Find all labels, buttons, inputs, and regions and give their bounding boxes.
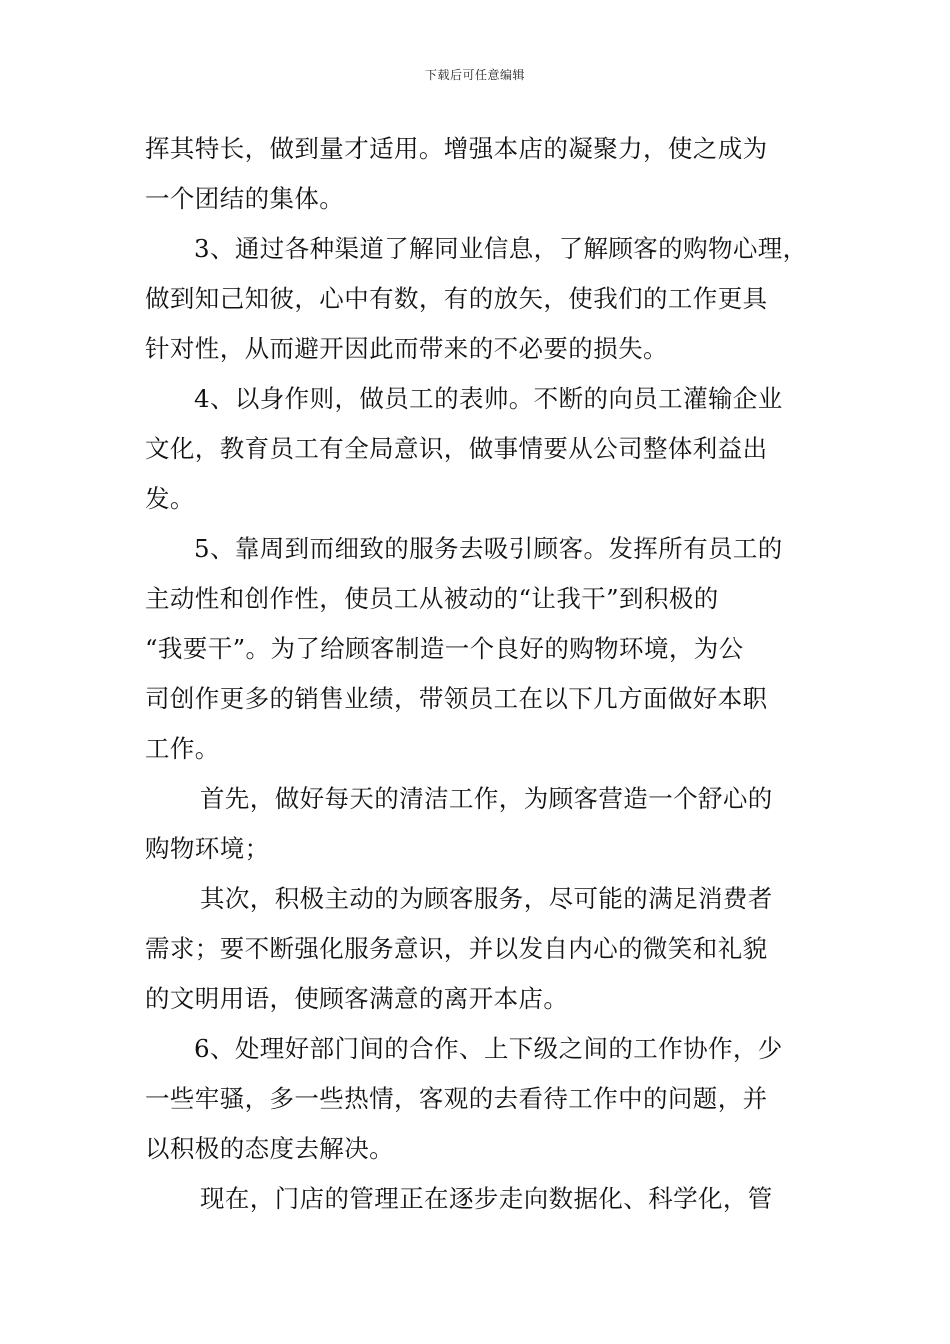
text-line: 4、以身作则，做员工的表帅。不断的向员工灌输企业 (194, 384, 783, 413)
text-line: 的文明用语，使顾客满意的离开本店。 (145, 984, 569, 1013)
text-line: 针对性，从而避开因此而带来的不必要的损失。 (145, 334, 668, 363)
text-line: 以积极的态度去解决。 (145, 1134, 394, 1163)
text-line: 工作。 (145, 734, 220, 763)
page-header: 下载后可任意编辑 (424, 68, 525, 82)
text-line: “我要干”。为了给顾客制造一个良好的购物环境，为公 (145, 634, 744, 663)
text-line: 一个团结的集体。 (145, 184, 345, 213)
text-line: 主动性和创作性，使员工从被动的“让我干”到积极的 (145, 584, 719, 613)
text-line: 发。 (145, 484, 195, 513)
text-line: 需求；要不断强化服务意识，并以发自内心的微笑和礼貌 (145, 934, 768, 963)
text-line: 首先，做好每天的清洁工作，为顾客营造一个舒心的 (200, 784, 773, 813)
text-line: 6、处理好部门间的合作、上下级之间的工作协作，少 (194, 1034, 783, 1063)
text-line: 3、通过各种渠道了解同业信息，了解顾客的购物心理， (194, 234, 808, 263)
text-line: 其次，积极主动的为顾客服务，尽可能的满足消费者 (200, 884, 773, 913)
text-line: 司创作更多的销售业绩，带领员工在以下几方面做好本职 (145, 684, 768, 713)
text-line: 文化，教育员工有全局意识，做事情要从公司整体利益出 (145, 434, 768, 463)
text-line: 现在，门店的管理正在逐步走向数据化、科学化，管 (200, 1184, 773, 1213)
text-line: 一些牢骚，多一些热情，客观的去看待工作中的问题，并 (145, 1084, 768, 1113)
text-line: 购物环境； (145, 834, 270, 863)
text-line: 5、靠周到而细致的服务去吸引顾客。发挥所有员工的 (194, 534, 783, 563)
text-line: 挥其特长，做到量才适用。增强本店的凝聚力，使之成为 (145, 134, 768, 163)
text-line: 做到知己知彼，心中有数，有的放矢，使我们的工作更具 (145, 284, 768, 313)
